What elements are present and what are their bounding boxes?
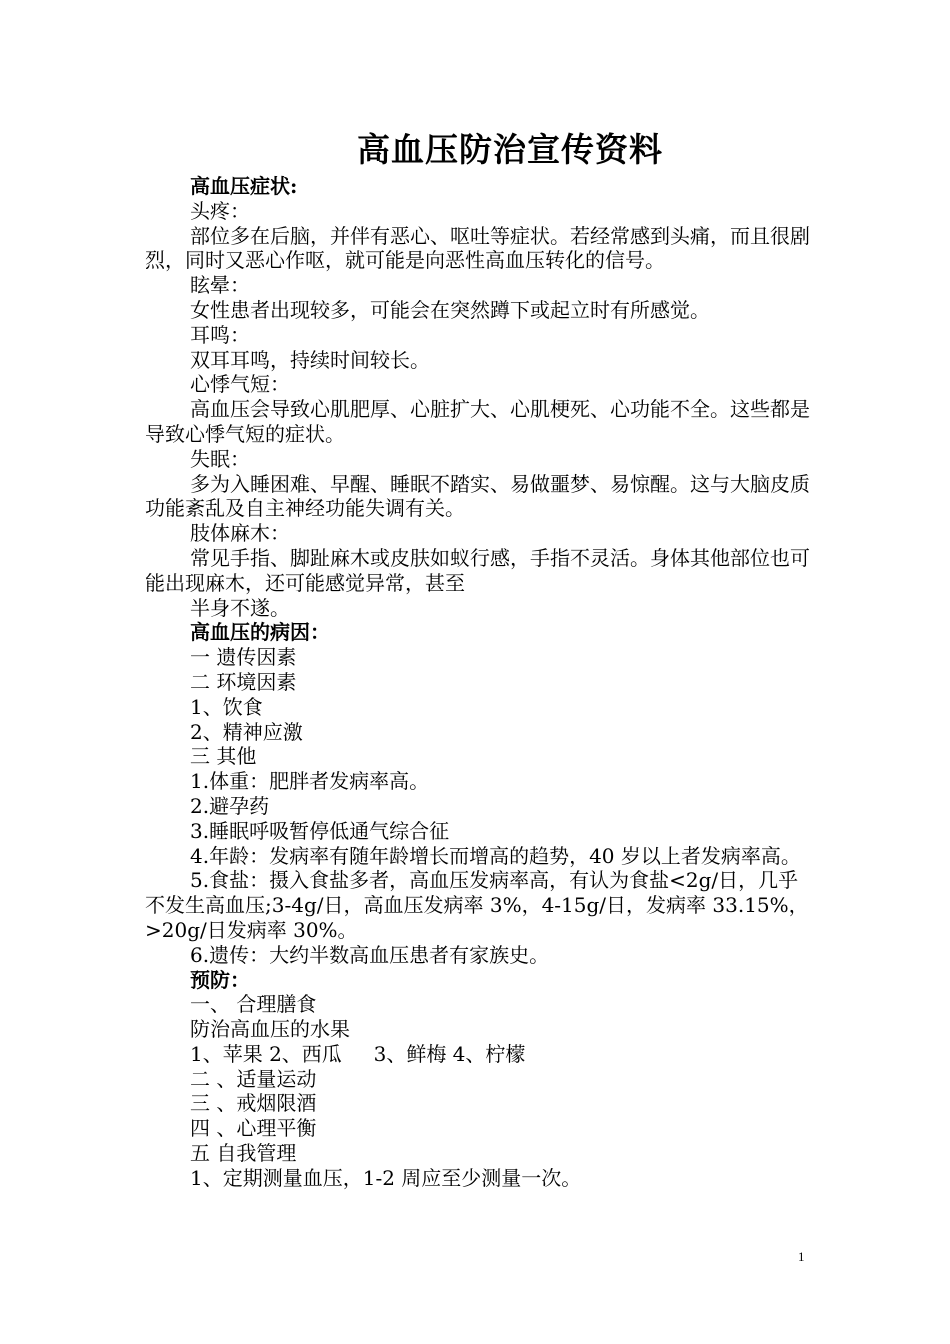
paragraph-line: 3.睡眠呼吸暂停低通气综合征 <box>190 818 450 843</box>
section-heading: 高血压症状: <box>190 174 298 198</box>
paragraph-line: 双耳耳鸣，持续时间较长。 <box>190 347 430 372</box>
paragraph-line: 1、定期测量血压，1-2 周应至少测量一次。 <box>190 1165 582 1190</box>
paragraph-line: 2.避孕药 <box>190 793 270 818</box>
paragraph-line: 4.年龄：发病率有随年龄增长而增高的趋势，40 岁以上者发病率高。 <box>190 843 801 868</box>
paragraph-line: 常见手指、脚趾麻木或皮肤如蚁行感，手指不灵活。身体其他部位也可能出现麻木，还可能感觉异常，甚至 <box>145 545 810 595</box>
paragraph-line: 1、饮食 <box>190 694 263 719</box>
paragraph-line: 二 、适量运动 <box>190 1066 317 1091</box>
paragraph-line: 女性患者出现较多，可能会在突然蹲下或起立时有所感觉。 <box>190 297 710 322</box>
paragraph-line: 耳鸣： <box>190 322 250 347</box>
paragraph-line: 肢体麻木： <box>190 521 290 546</box>
paragraph-line: 三 、戒烟限酒 <box>190 1091 317 1116</box>
paragraph-line: 一 遗传因素 <box>190 645 297 670</box>
paragraph-line: 1.体重：肥胖者发病率高。 <box>190 769 430 794</box>
paragraph-line: 四 、心理平衡 <box>190 1116 317 1141</box>
page-number: 1 <box>798 1249 805 1264</box>
paragraph-line: 6.遗传：大约半数高血压患者有家族史。 <box>190 942 550 967</box>
paragraph-line: 五 自我管理 <box>190 1141 297 1166</box>
paragraph-line: 头疼： <box>190 198 250 223</box>
paragraph-line: 失眠： <box>190 446 250 471</box>
document-title: 高血压防治宣传资料 <box>357 130 663 169</box>
section-heading: 预防： <box>190 967 250 992</box>
paragraph-line: 5.食盐：摄入食盐多者，高血压发病率高，有认为食盐<2g/日，几乎不发生高血压;3-4g/日，高血压发病率 3%，4-15g/日，发病率 33.15%，>20g/日发病率 30%。 <box>145 868 809 942</box>
section-heading: 高血压的病因： <box>190 620 330 645</box>
paragraph-line: 防治高血压的水果 <box>190 1017 350 1042</box>
paragraph-line: 三 其他 <box>190 744 257 769</box>
paragraph-line: 部位多在后脑，并伴有恶心、呕吐等症状。若经常感到头痛，而且很剧烈，同时又恶心作呕，就可能是向恶性高血压转化的信号。 <box>145 223 810 273</box>
paragraph-line: 二 环境因素 <box>190 669 297 694</box>
paragraph-line: 多为入睡困难、早醒、睡眠不踏实、易做噩梦、易惊醒。这与大脑皮质功能紊乱及自主神经功能失调有关。 <box>145 471 810 521</box>
paragraph-line: 高血压会导致心肌肥厚、心脏扩大、心肌梗死、心功能不全。这些都是导致心悸气短的症状。 <box>145 397 810 446</box>
paragraph-line: 1、苹果 2、西瓜 3、鲜梅 4、柠檬 <box>190 1041 526 1066</box>
document-body <box>145 174 813 1191</box>
paragraph-line: 2、精神应激 <box>190 719 303 744</box>
paragraph-line: 半身不遂。 <box>190 595 290 620</box>
paragraph-line: 一、 合理膳食 <box>190 992 317 1017</box>
paragraph-line: 心悸气短： <box>190 372 290 397</box>
paragraph-line: 眩晕： <box>190 273 250 298</box>
